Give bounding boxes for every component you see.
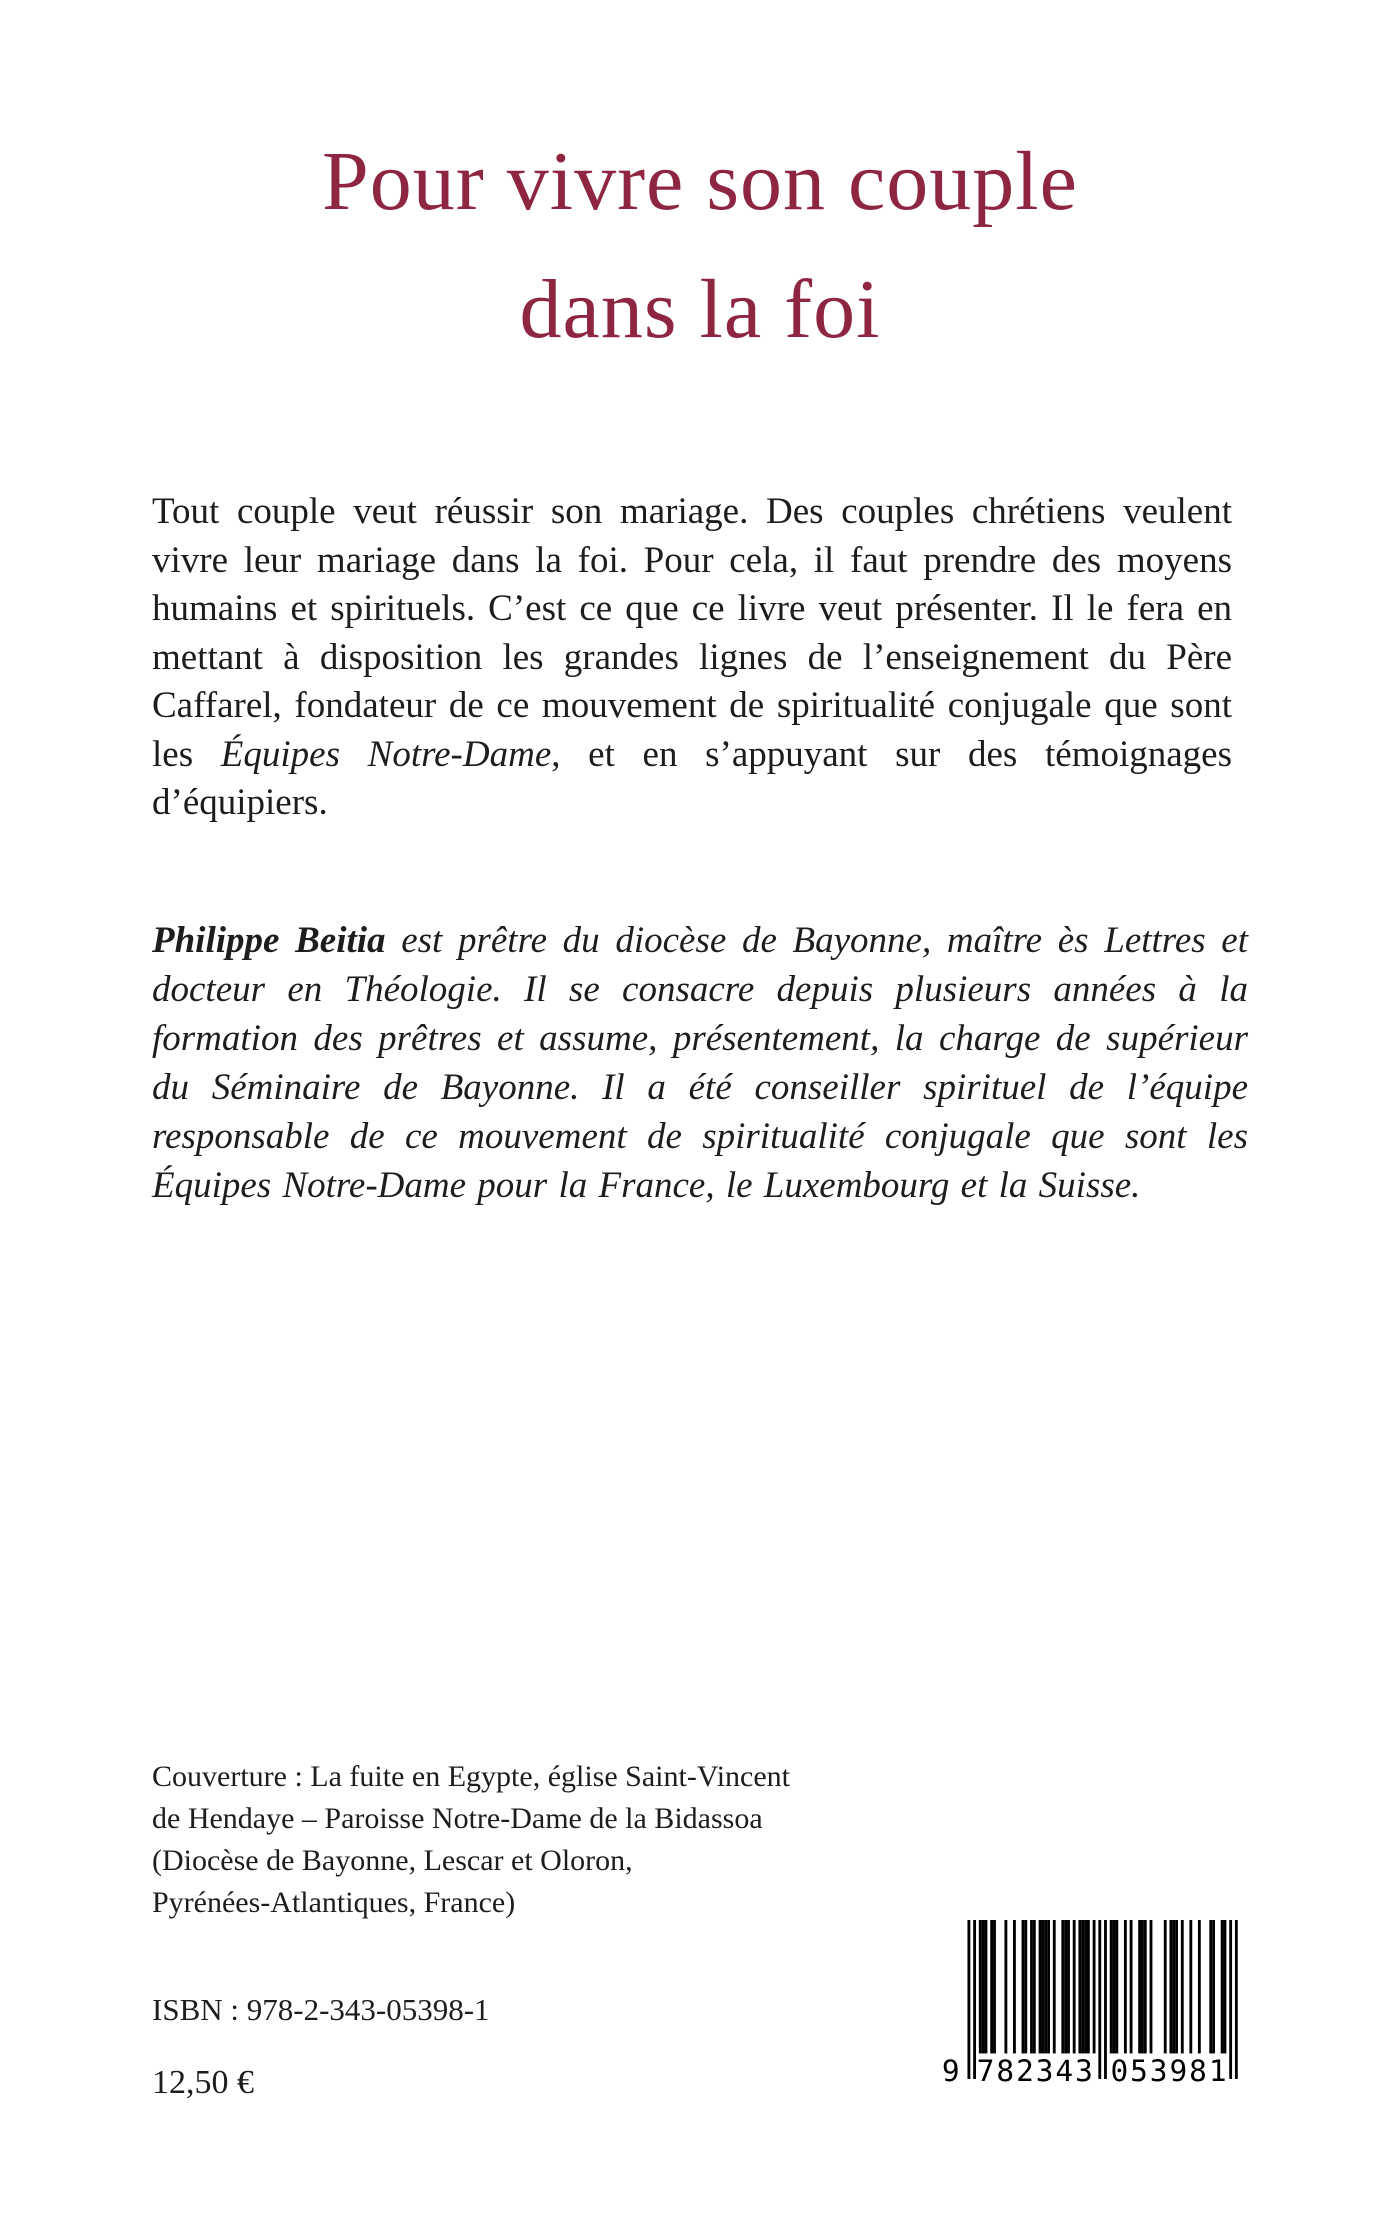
cover-credit	[152, 1756, 790, 1924]
cover-credit-line: de Hendaye – Paroisse Notre-Dame de la Bidassoa	[152, 1802, 763, 1835]
description-text-2: , et en s’appuyant sur des témoignages d’équipiers.	[152, 733, 1233, 823]
description-text-1: Tout couple veut réussir son mariage. Des couples chrétiens veulent vivre leur mariage dans la foi. Pour cela, il faut prendre des moyens humains et spirituels. C’est ce que ce livre veut présenter. Il le fera en mettant à disposition les grandes lignes de l’enseignement du Père Caffarel, fondateur de ce mouvement de spiritualité conjugale que sont les	[152, 491, 1232, 775]
svg-text:053981: 053981	[1110, 2053, 1229, 2088]
book-title	[0, 118, 1400, 374]
book-title-line1: Pour vivre son couple	[322, 135, 1078, 228]
svg-text:9: 9	[941, 2053, 960, 2088]
barcode-graphic	[940, 1920, 1252, 2089]
price-text: 12,50 €	[152, 2064, 254, 2101]
author-bio	[152, 916, 1248, 1210]
description-italic-title: Équipes Notre-Dame	[220, 733, 552, 775]
author-bio-text: est prêtre du diocèse de Bayonne, maître ès Lettres et docteur en Théologie. Il se consacre depuis plusieurs années à la formation des prêtres et assume, présentement, la charge de supérieur du Séminaire de Bayonne. Il a été conseiller spirituel de l’équipe responsable de ce mouvement de spiritualité conjugale que sont les Équipes Notre-Dame pour la France, le Luxembourg et la Suisse.	[152, 920, 1249, 1206]
cover-credit-line: Pyrénées-Atlantiques, France)	[152, 1886, 516, 1919]
cover-credit-line: (Diocèse de Bayonne, Lescar et Oloron,	[152, 1844, 633, 1877]
ean13-barcode	[940, 1920, 1252, 2089]
isbn-text: ISBN : 978-2-343-05398-1	[152, 1992, 490, 2027]
svg-text:782343: 782343	[976, 2053, 1095, 2088]
author-name: Philippe Beitia	[152, 920, 386, 961]
cover-credit-line: Couverture : La fuite en Egypte, église Saint-Vincent	[152, 1760, 790, 1793]
book-title-line2: dans la foi	[519, 263, 881, 356]
description-paragraph	[152, 488, 1232, 828]
